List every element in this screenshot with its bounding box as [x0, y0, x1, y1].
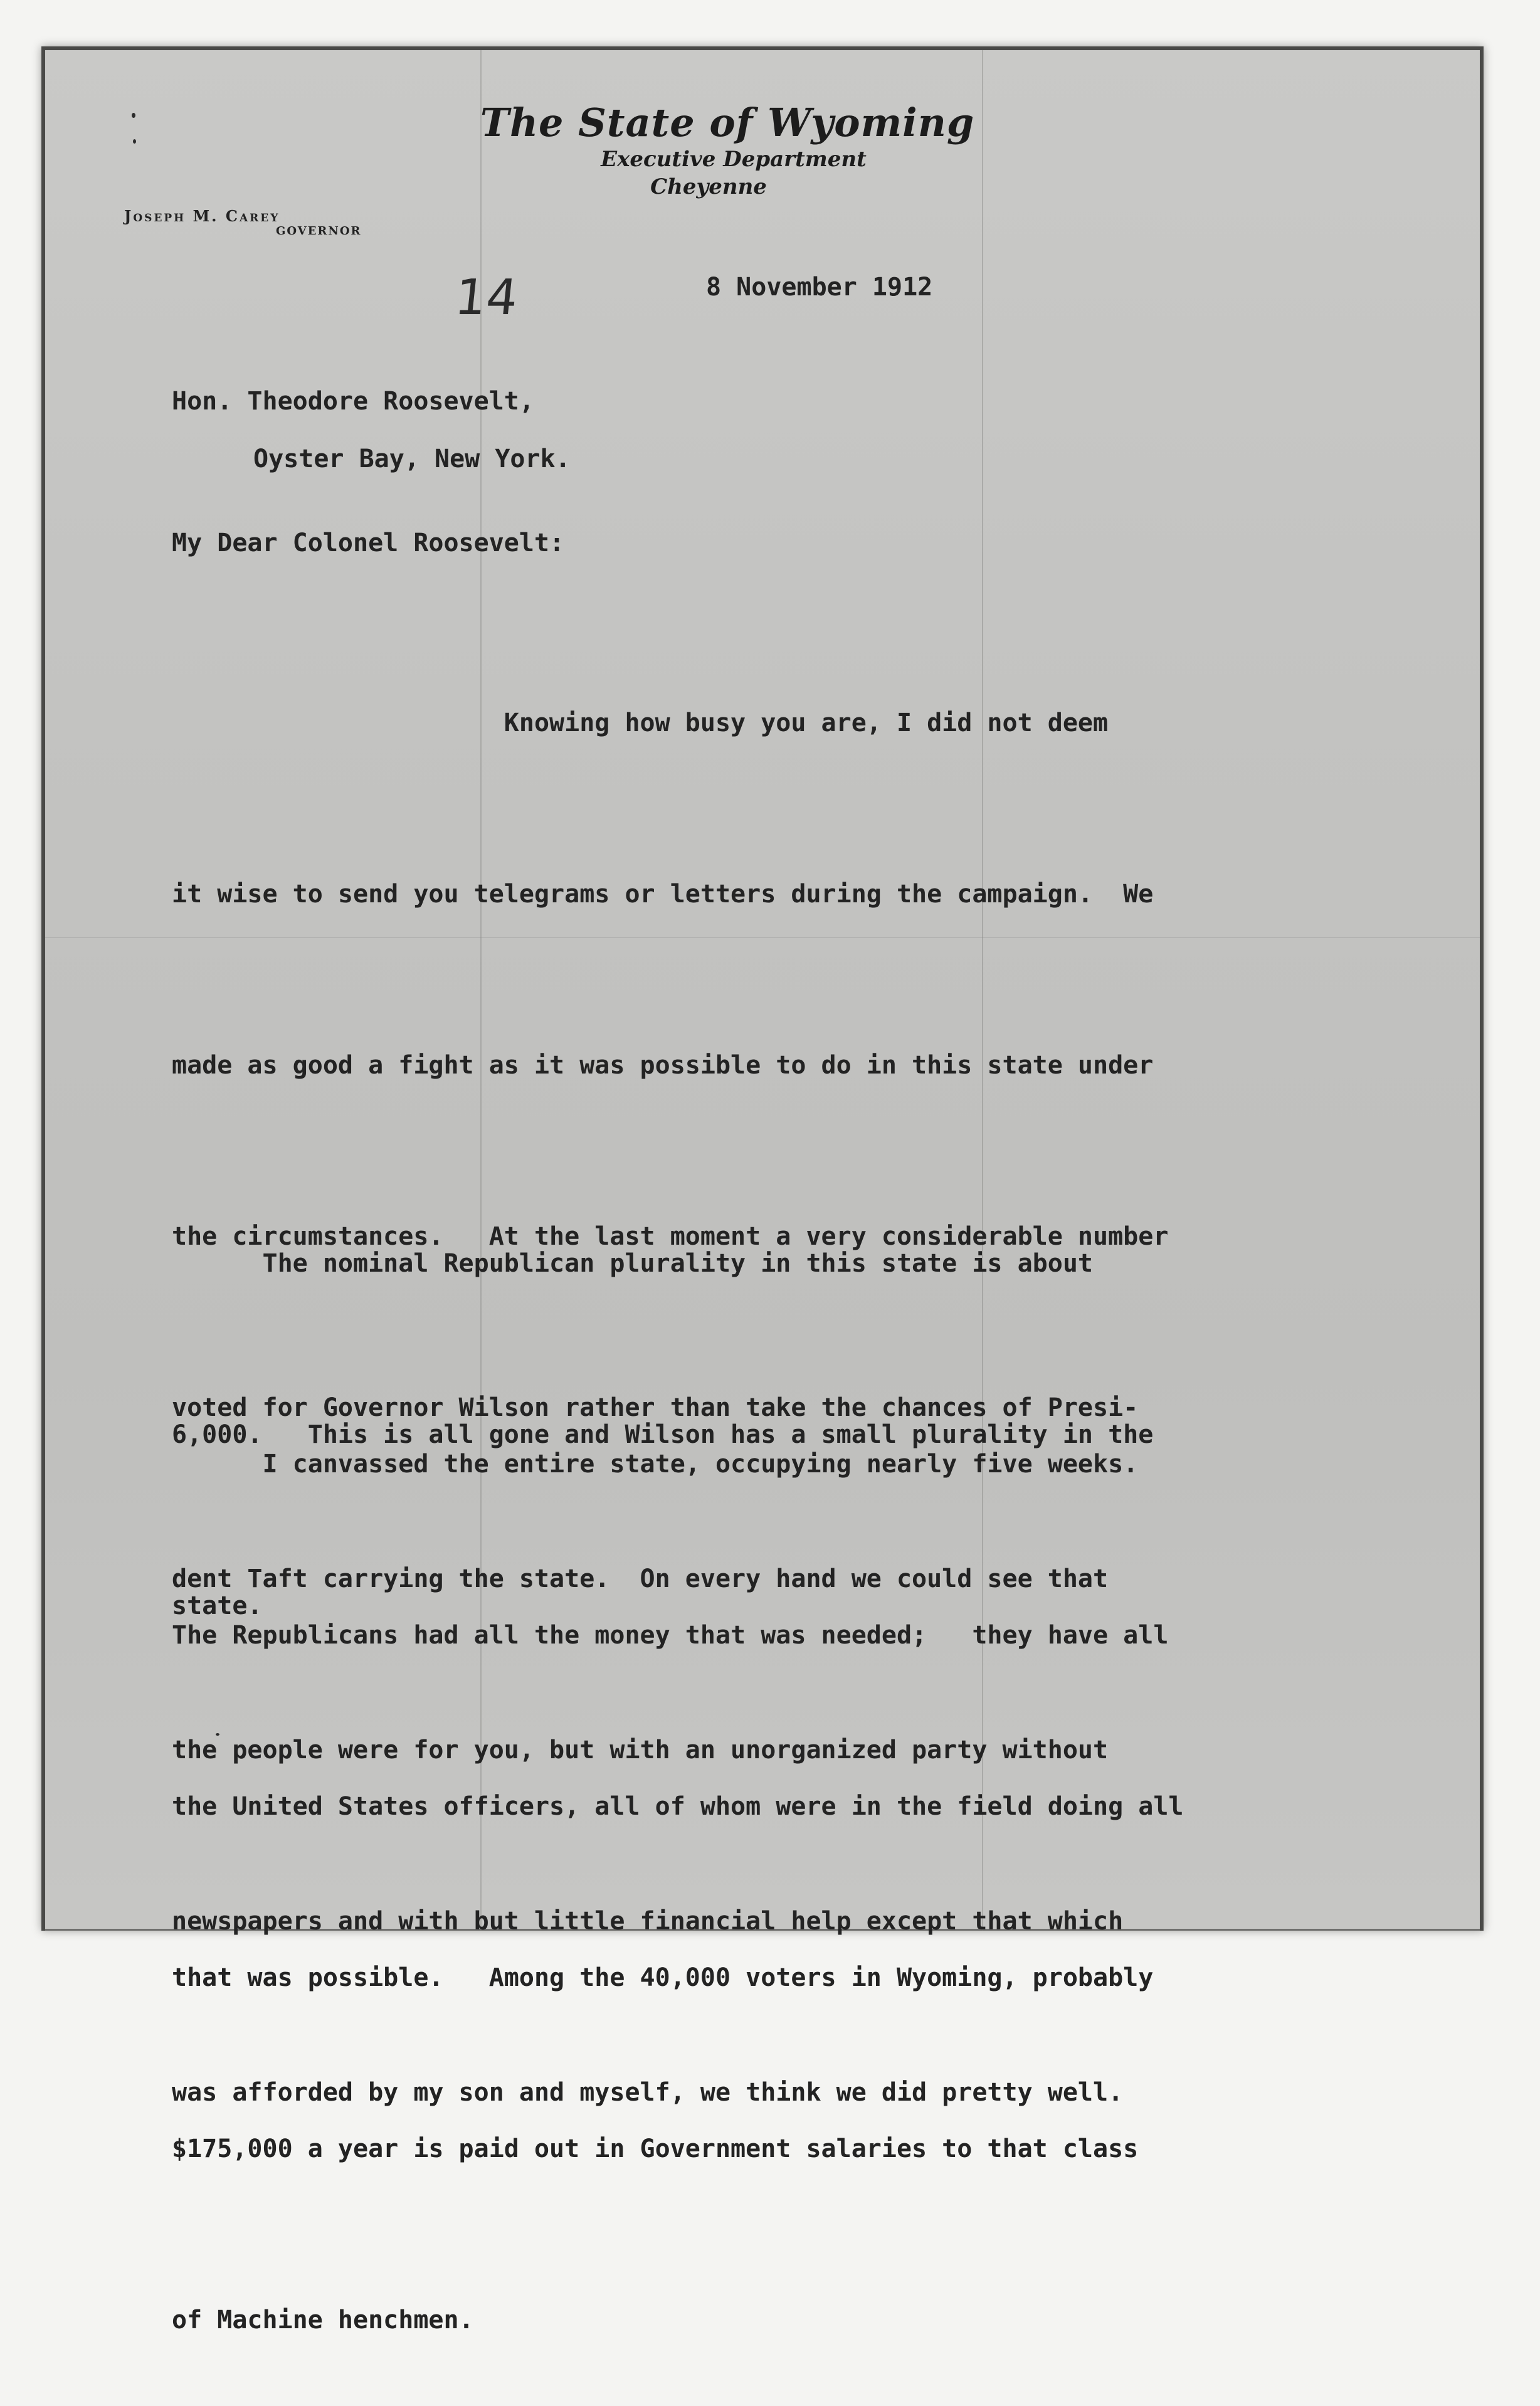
paragraph-line: $175,000 a year is paid out in Government salaries to that class — [172, 2134, 1139, 2163]
paper-edge — [41, 46, 45, 1931]
paragraph-line: dent Taft carrying the state. On every hand we could see that — [172, 1564, 1109, 1593]
paragraph-line: The nominal Republican plurality in this state is about — [172, 1249, 1094, 1278]
letterhead-title: The State of Wyoming — [480, 100, 975, 145]
paragraph-line: it wise to send you telegrams or letters during the campaign. We — [172, 880, 1154, 909]
letter-date: 8 November 1912 — [706, 273, 933, 302]
paragraph-line: the United States officers, all of whom were in the field doing all — [172, 1792, 1184, 1821]
paragraph-line: made as good a fight as it was possible to do in this state under — [172, 1051, 1154, 1080]
handwritten-page-number: 14 — [452, 270, 520, 326]
paper-edge — [41, 46, 1484, 50]
paragraph-line: the people were for you, but with an unorganized party without — [172, 1736, 1109, 1765]
paragraph-line: state. — [172, 1591, 263, 1620]
paragraph-line: the circumstances. At the last moment a very considerable number — [172, 1222, 1169, 1251]
paragraph-line: The Republicans had all the money that was needed; they have all — [172, 1621, 1169, 1650]
governor-title: GOVERNOR — [276, 224, 362, 238]
paragraph-line: I canvassed the entire state, occupying nearly five weeks. — [172, 1450, 1139, 1479]
recipient-name: Hon. Theodore Roosevelt, — [172, 387, 534, 416]
paper-edge — [1480, 46, 1484, 1931]
paragraph-line: voted for Governor Wilson rather than take the chances of Presi- — [172, 1393, 1139, 1422]
paragraph-line: was afforded by my son and myself, we think we did pretty well. — [172, 2078, 1124, 2107]
paper-mark — [133, 139, 136, 144]
paragraph-line: Knowing how busy you are, I did not deem — [172, 709, 1109, 737]
recipient-address: Oyster Bay, New York. — [253, 445, 571, 473]
governor-name: Joseph M. Carey — [124, 207, 280, 225]
salutation: My Dear Colonel Roosevelt: — [172, 529, 565, 557]
paper-mark — [132, 113, 135, 118]
paragraph-line: 6,000. This is all gone and Wilson has a small plurality in the — [172, 1420, 1154, 1449]
paragraph-line: of Machine henchmen. — [172, 2306, 474, 2335]
paragraph-line: newspapers and with but little financial help except that which — [172, 1907, 1124, 1936]
paragraph-line: that was possible. Among the 40,000 voters in Wyoming, probably — [172, 1963, 1154, 1992]
paragraph-3 — [172, 1322, 1184, 2406]
letterhead — [477, 100, 978, 201]
letterhead-city: Cheyenne — [650, 174, 767, 199]
letterhead-department: Executive Department — [601, 147, 867, 172]
